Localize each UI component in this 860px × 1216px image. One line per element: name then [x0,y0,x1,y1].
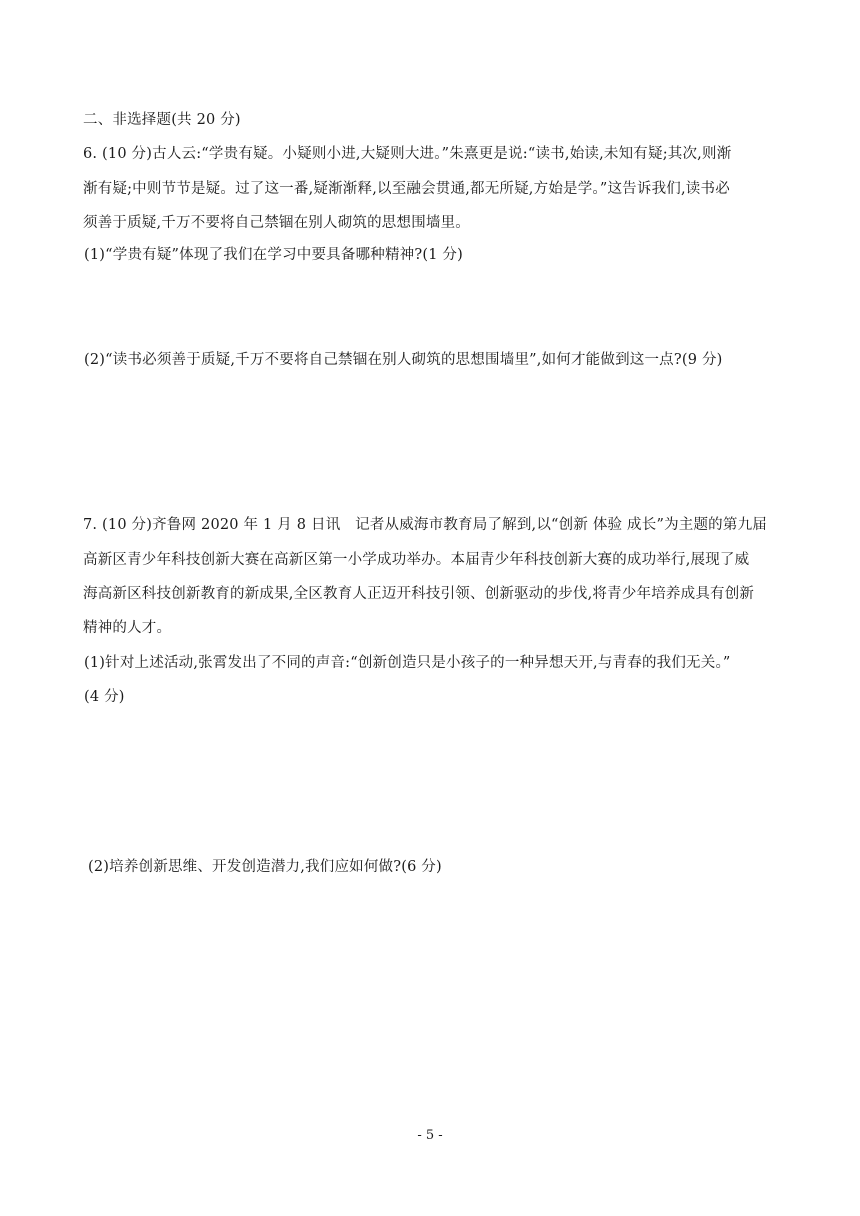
section-heading: 二、非选择题(共 20 分) [83,112,241,128]
question-6-subquestion-1: (1)“学贵有疑”体现了我们在学习中要具备哪种精神?(1 分) [84,247,463,263]
question-7-subquestion-1: (1)针对上述活动,张霄发出了不同的声音:“创新创造只是小孩子的一种异想天开,与青春的我们无关。” [84,655,731,671]
question-7-text-line: 海高新区科技创新教育的新成果,全区教育人正迈开科技引领、创新驱动的步伐,将青少年培养成具有创新 [83,586,755,602]
page-number: - 5 - [417,1128,443,1143]
question-6-subquestion-2: (2)“读书必须善于质疑,千万不要将自己禁锢在别人砌筑的思想围墙里”,如何才能做到这一点?(9 分) [84,352,723,368]
question-7-text-line: 精神的人才。 [83,620,172,636]
question-6-text-line: 6. (10 分)古人云:“学贵有疑。小疑则小进,大疑则大进。”朱熹更是说:“读书,始读,未知有疑;其次,则渐 [83,146,732,162]
question-7-text-line: 高新区青少年科技创新大赛在高新区第一小学成功举办。本届青少年科技创新大赛的成功举行,展现了威 [83,552,750,568]
question-7-subquestion-2: (2)培养创新思维、开发创造潜力,我们应如何做?(6 分) [88,859,442,875]
question-7-subquestion-1-score: (4 分) [84,689,125,705]
question-6-text-line: 渐有疑;中则节节是疑。过了这一番,疑渐渐释,以至融会贯通,都无所疑,方始是学。”这告诉我们,读书必 [83,181,730,197]
question-7-text-line: 7. (10 分)齐鲁网 2020 年 1 月 8 日讯 记者从威海市教育局了解到,以“创新 体验 成长”为主题的第九届 [83,517,767,533]
question-6-text-line: 须善于质疑,千万不要将自己禁锢在别人砌筑的思想围墙里。 [83,215,471,231]
